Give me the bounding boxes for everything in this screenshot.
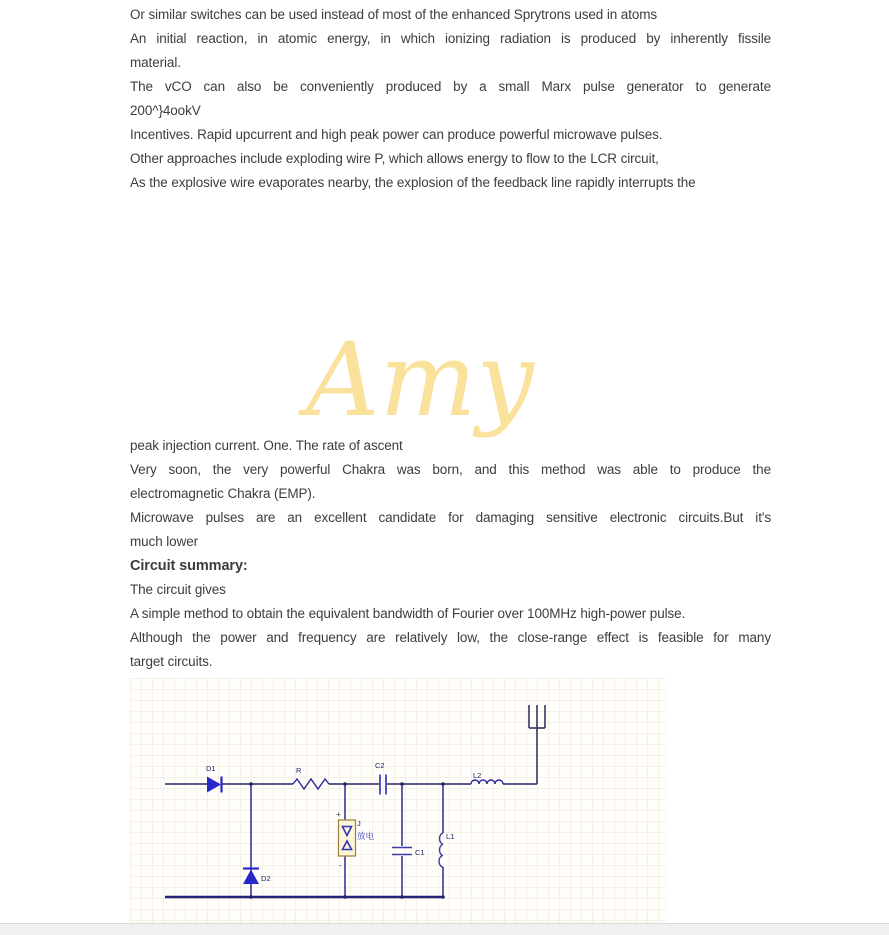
text-line: Or similar switches can be used instead of most of the enhanced Sprytrons used in atoms <box>130 7 658 22</box>
c2-capacitor-icon <box>380 775 386 795</box>
text-line: Very soon, the very powerful Chakra was born, and this method was able to produce the <box>130 462 771 477</box>
text-line: A simple method to obtain the equivalent bandwidth of Fourier over 100MHz high-power pulse. <box>130 606 686 621</box>
discharge-label: 放电 <box>357 831 375 841</box>
text-line: An initial reaction, in atomic energy, in which ionizing radiation is produced by inherently fissile <box>130 31 771 46</box>
text-line: Other approaches include exploding wire P, which allows energy to flow to the LCR circuit, <box>130 151 659 166</box>
j-label: J <box>357 819 361 828</box>
text-line: target circuits. <box>130 654 213 669</box>
antenna-icon <box>529 705 545 784</box>
window-bottom-strip <box>0 923 889 935</box>
l2-inductor-icon <box>471 780 503 784</box>
text-line: The vCO can also be conveniently produced by a small Marx pulse generator to generate <box>130 79 771 94</box>
c1-label: C1 <box>415 848 425 857</box>
text-line: material. <box>130 55 181 70</box>
resistor-icon <box>293 779 329 789</box>
d2-diode-icon <box>243 869 259 885</box>
text-line: electromagnetic Chakra (EMP). <box>130 486 316 501</box>
c2-label: C2 <box>375 761 385 770</box>
paragraph-2 <box>130 434 771 674</box>
watermark: Amy <box>306 321 535 440</box>
text-line: much lower <box>130 534 199 549</box>
plus-mark: + <box>336 810 341 819</box>
text-line: Microwave pulses are an excellent candidate for damaging sensitive electronic circuits.But it's <box>130 510 771 525</box>
l2-label: L2 <box>473 771 482 780</box>
text-line: Although the power and frequency are relatively low, the close-range effect is feasible for many <box>130 630 771 645</box>
d1-label: D1 <box>206 764 216 773</box>
l1-label: L1 <box>446 832 455 841</box>
circuit-diagram <box>130 678 666 923</box>
text-line: As the explosive wire evaporates nearby, the explosion of the feedback line rapidly interrupts the <box>130 175 696 190</box>
l1-inductor-icon <box>439 833 443 867</box>
text-line: The circuit gives <box>130 582 226 597</box>
d2-label: D2 <box>261 874 271 883</box>
text-line: peak injection current. One. The rate of ascent <box>130 438 403 453</box>
text-line: 200^}4ookV <box>130 103 201 118</box>
discharge-tube-icon <box>339 820 356 856</box>
minus-mark: - <box>338 861 343 870</box>
r-label: R <box>296 766 302 775</box>
paragraph-1 <box>130 3 771 195</box>
text-line: Incentives. Rapid upcurrent and high peak power can produce powerful microwave pulses. <box>130 127 663 142</box>
text-line: Circuit summary: <box>130 558 248 574</box>
c1-capacitor-icon <box>392 848 412 855</box>
d1-diode-icon <box>207 777 222 793</box>
